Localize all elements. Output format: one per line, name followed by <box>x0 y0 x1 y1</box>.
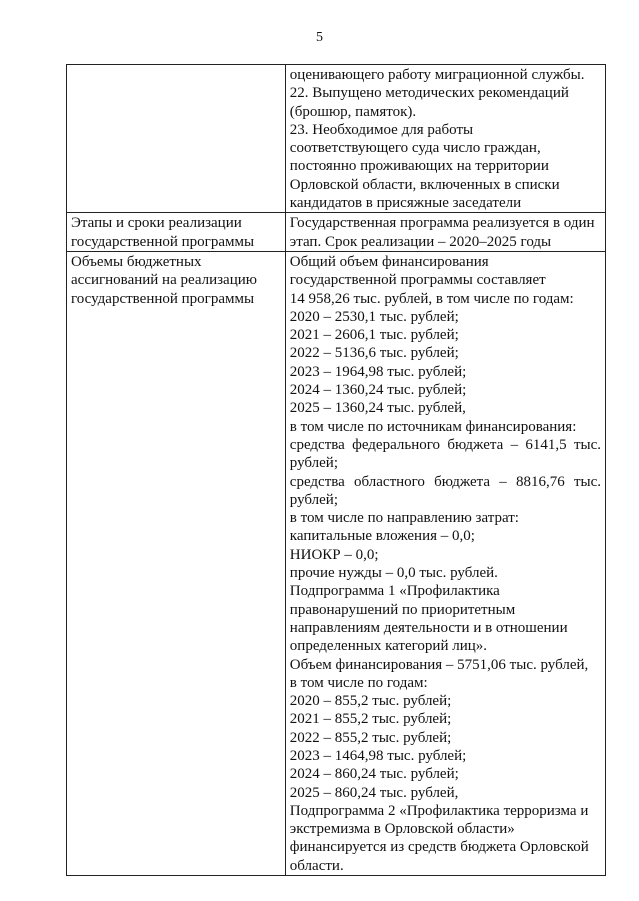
row-value-line: капитальные вложения – 0,0; <box>289 528 475 545</box>
row-value-line: 2022 – 855,2 тыс. рублей; <box>289 729 452 746</box>
row-value-line: определенных категорий лиц». <box>289 638 488 655</box>
row-value-line: 2024 – 1360,24 тыс. рублей; <box>289 382 467 399</box>
row-value-line: направлениям деятельности и в отношении <box>289 619 568 636</box>
row-value-line: в том числе по источникам финансирования: <box>289 418 577 435</box>
row-value-line: Государственная программа реализуется в один <box>289 215 595 232</box>
row-value-line: государственной программы составляет <box>289 272 546 289</box>
row-value-line: соответствующего суда число граждан, <box>289 140 541 157</box>
row-value-line: 2021 – 855,2 тыс. рублей; <box>289 711 452 728</box>
row-value-line: в том числе по годам: <box>289 674 428 691</box>
row-value-cell <box>285 65 605 213</box>
row-value-line: финансируется из средств бюджета Орловской <box>289 839 589 856</box>
row-value-line: области. <box>289 857 344 874</box>
row-label-line: государственной программы <box>71 290 255 307</box>
row-value-cell <box>285 251 605 875</box>
row-value-line: средства федерального бюджета – 6141,5 тыс. <box>289 436 601 453</box>
row-value-line: 2020 – 855,2 тыс. рублей; <box>289 693 452 710</box>
row-value-line: рублей; <box>289 491 338 508</box>
table-row <box>67 65 606 213</box>
row-value-line: 2025 – 860,24 тыс. рублей, <box>289 784 459 801</box>
row-label-line: ассигнований на реализацию <box>71 272 257 289</box>
row-value-line: 2021 – 2606,1 тыс. рублей; <box>289 327 459 344</box>
row-value-line: Объем финансирования – 5751,06 тыс. рублей, <box>289 656 589 673</box>
row-value-line: (брошюр, памяток). <box>289 103 417 120</box>
row-value-line: Общий объем финансирования <box>289 253 489 270</box>
row-label-line: государственной программы <box>71 233 255 250</box>
row-label-cell <box>67 251 286 875</box>
row-value-line: средства областного бюджета – 8816,76 тыс. <box>289 473 601 490</box>
page-number: 5 <box>316 30 323 45</box>
table-row <box>67 213 606 252</box>
row-value-line: 14 958,26 тыс. рублей, в том числе по годам: <box>289 290 574 307</box>
row-label-cell <box>67 213 286 252</box>
row-value-line: постоянно проживающих на территории <box>289 158 549 175</box>
row-label-cell <box>67 65 286 213</box>
row-label-line: Этапы и сроки реализации <box>71 215 242 232</box>
row-value-line: Подпрограмма 1 «Профилактика <box>289 583 500 600</box>
row-value-line: Подпрограмма 2 «Профилактика терроризма и <box>289 802 589 819</box>
program-passport-table <box>66 64 606 876</box>
row-value-line: 22. Выпущено методических рекомендаций <box>289 85 569 102</box>
row-value-line: 2022 – 5136,6 тыс. рублей; <box>289 345 459 362</box>
row-value-line: рублей; <box>289 455 338 472</box>
row-value-line: 23. Необходимое для работы <box>289 121 474 138</box>
row-value-line: Орловской области, включенных в списки <box>289 176 560 193</box>
row-value-line: 2024 – 860,24 тыс. рублей; <box>289 766 459 783</box>
row-value-line: прочие нужды – 0,0 тыс. рублей. <box>289 565 498 582</box>
row-value-line: НИОКР – 0,0; <box>289 546 379 563</box>
row-value-line: 2023 – 1464,98 тыс. рублей; <box>289 747 467 764</box>
row-value-line: правонарушений по приоритетным <box>289 601 516 618</box>
row-value-line: этап. Срок реализации – 2020–2025 годы <box>289 233 552 250</box>
row-label-line: Объемы бюджетных <box>71 253 202 270</box>
row-value-line: 2023 – 1964,98 тыс. рублей; <box>289 363 467 380</box>
table-row <box>67 251 606 875</box>
row-value-cell <box>285 213 605 252</box>
row-value-line: 2020 – 2530,1 тыс. рублей; <box>289 308 459 325</box>
row-value-line: оценивающего работу миграционной службы. <box>289 67 585 83</box>
row-value-line: 2025 – 1360,24 тыс. рублей, <box>289 400 466 417</box>
row-value-line: кандидатов в присяжные заседатели <box>289 195 522 212</box>
row-value-line: экстремизма в Орловской области» <box>289 821 515 838</box>
row-value-line: в том числе по направлению затрат: <box>289 510 519 527</box>
